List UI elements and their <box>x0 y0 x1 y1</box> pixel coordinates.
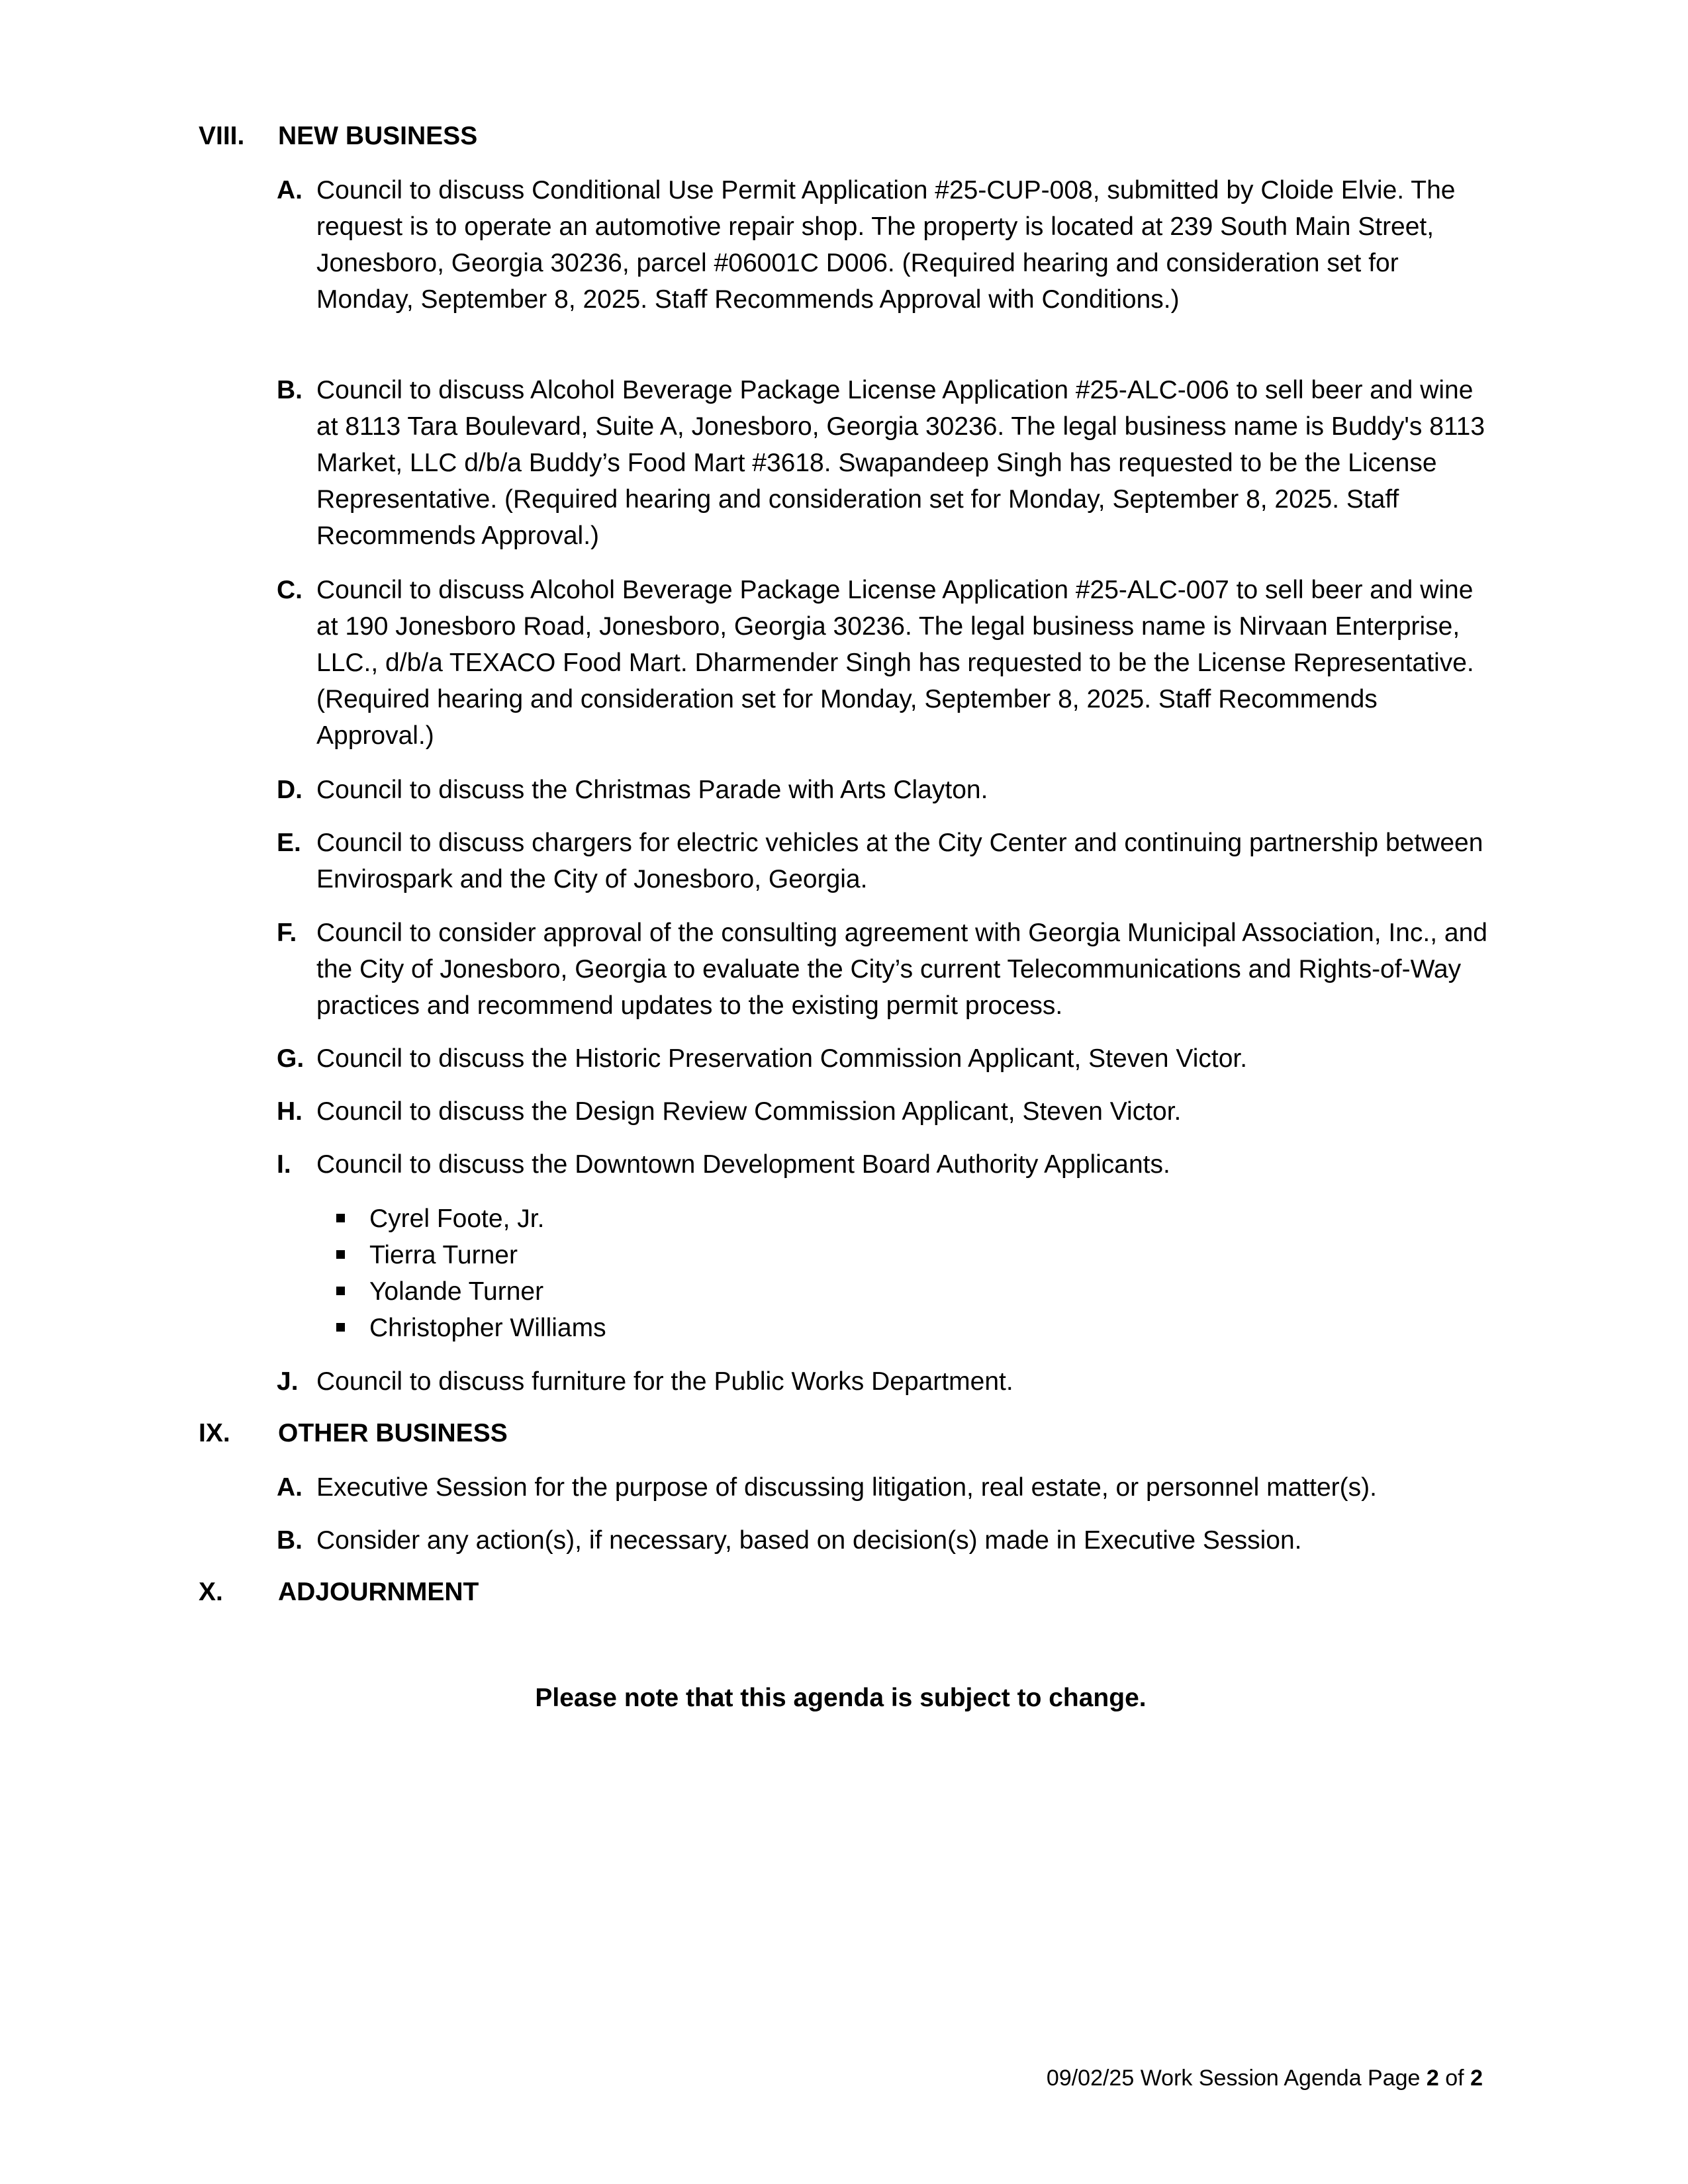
footer-label: 09/02/25 Work Session Agenda Page <box>1046 2066 1427 2091</box>
item-letter: H. <box>277 1097 303 1126</box>
agenda-item-ix-b <box>277 1522 1495 1559</box>
applicant-name: Cyrel Foote, Jr. <box>369 1205 545 1233</box>
list-item <box>331 1237 606 1273</box>
item-text: Council to discuss the Design Review Commission Applicant, Steven Victor. <box>316 1097 1182 1126</box>
footer-page-number: 2 <box>1426 2066 1439 2091</box>
item-letter: D. <box>277 776 303 804</box>
section-number: IX. <box>199 1419 230 1447</box>
list-item <box>331 1201 606 1237</box>
agenda-change-note: Please note that this agenda is subject to change. <box>535 1684 1147 1712</box>
item-text: Council to discuss the Downtown Development Board Authority Applicants. <box>316 1150 1170 1179</box>
agenda-item-viii-b <box>277 372 1495 554</box>
agenda-item-viii-a <box>277 172 1495 318</box>
agenda-item-viii-d <box>277 772 1495 808</box>
page-footer <box>1047 2062 1483 2095</box>
applicant-name: Tierra Turner <box>369 1241 518 1269</box>
bullet-icon <box>336 1250 345 1259</box>
agenda-item-viii-i <box>277 1146 1495 1183</box>
item-letter: E. <box>277 829 301 857</box>
agenda-item-viii-c <box>277 572 1495 754</box>
agenda-item-viii-g <box>277 1040 1495 1077</box>
item-letter: F. <box>277 919 297 947</box>
item-letter: G. <box>277 1044 305 1073</box>
applicant-list <box>331 1201 606 1346</box>
bullet-icon <box>336 1323 345 1332</box>
item-text: Council to consider approval of the consulting agreement with Georgia Municipal Association, Inc., and the City of Jonesboro, Georgia to evaluate the City’s current Telecommunications and Rights-of-Way practices and recommend updates to the existing permit process. <box>316 919 1487 1020</box>
item-text: Council to discuss the Christmas Parade with Arts Clayton. <box>316 776 988 804</box>
footer-page-total: 2 <box>1470 2066 1483 2091</box>
item-text: Council to discuss Conditional Use Permit Application #25-CUP-008, submitted by Cloide Elvie. The request is to operate an automotive repair shop. The property is located at 239 South Main Street, Jonesboro, Georgia 30236, parcel #06001C D006. (Required hearing and consideration set for Monday, September 8, 2025. Staff Recommends Approval with Conditions.) <box>316 176 1456 314</box>
section-title: OTHER BUSINESS <box>278 1419 508 1447</box>
item-letter: A. <box>277 1473 303 1502</box>
item-letter: A. <box>277 176 303 205</box>
applicant-name: Christopher Williams <box>369 1314 606 1342</box>
agenda-item-viii-j <box>277 1363 1495 1400</box>
item-text: Consider any action(s), if necessary, based on decision(s) made in Executive Session. <box>316 1526 1302 1555</box>
item-letter: B. <box>277 376 303 404</box>
list-item <box>331 1310 606 1346</box>
agenda-item-viii-e <box>277 825 1495 897</box>
section-number: VIII. <box>199 122 245 150</box>
agenda-item-ix-a <box>277 1469 1495 1506</box>
footer-of: of <box>1438 2066 1471 2091</box>
agenda-item-viii-f <box>277 915 1495 1024</box>
section-number: X. <box>199 1578 223 1606</box>
item-text: Council to discuss Alcohol Beverage Package License Application #25-ALC-007 to sell beer and wine at 190 Jonesboro Road, Jonesboro, Georgia 30236. The legal business name is Nirvaan Enterprise, LLC., d/b/a TEXACO Food Mart. Dharmender Singh has requested to be the License Representative. (Required hearing and consideration set for Monday, September 8, 2025. Staff Recommends Approval.) <box>316 576 1474 750</box>
list-item <box>331 1273 606 1310</box>
bullet-icon <box>336 1287 345 1295</box>
bullet-icon <box>336 1214 345 1222</box>
item-text: Executive Session for the purpose of discussing litigation, real estate, or personnel matter(s). <box>316 1473 1377 1502</box>
item-text: Council to discuss furniture for the Public Works Department. <box>316 1367 1013 1396</box>
item-letter: I. <box>277 1150 291 1179</box>
item-letter: J. <box>277 1367 299 1396</box>
applicant-name: Yolande Turner <box>369 1277 544 1306</box>
item-letter: C. <box>277 576 303 604</box>
section-title: NEW BUSINESS <box>278 122 478 150</box>
item-text: Council to discuss the Historic Preservation Commission Applicant, Steven Victor. <box>316 1044 1248 1073</box>
item-text: Council to discuss Alcohol Beverage Package License Application #25-ALC-006 to sell beer and wine at 8113 Tara Boulevard, Suite A, Jonesboro, Georgia 30236. The legal business name is Buddy's 8113 Market, LLC d/b/a Buddy’s Food Mart #3618. Swapandeep Singh has requested to be the License Representative. (Required hearing and consideration set for Monday, September 8, 2025. Staff Recommends Approval.) <box>316 376 1485 550</box>
agenda-item-viii-h <box>277 1093 1495 1130</box>
item-letter: B. <box>277 1526 303 1555</box>
item-text: Council to discuss chargers for electric vehicles at the City Center and continuing partnership between Envirospark and the City of Jonesboro, Georgia. <box>316 829 1483 893</box>
section-title: ADJOURNMENT <box>278 1578 479 1606</box>
